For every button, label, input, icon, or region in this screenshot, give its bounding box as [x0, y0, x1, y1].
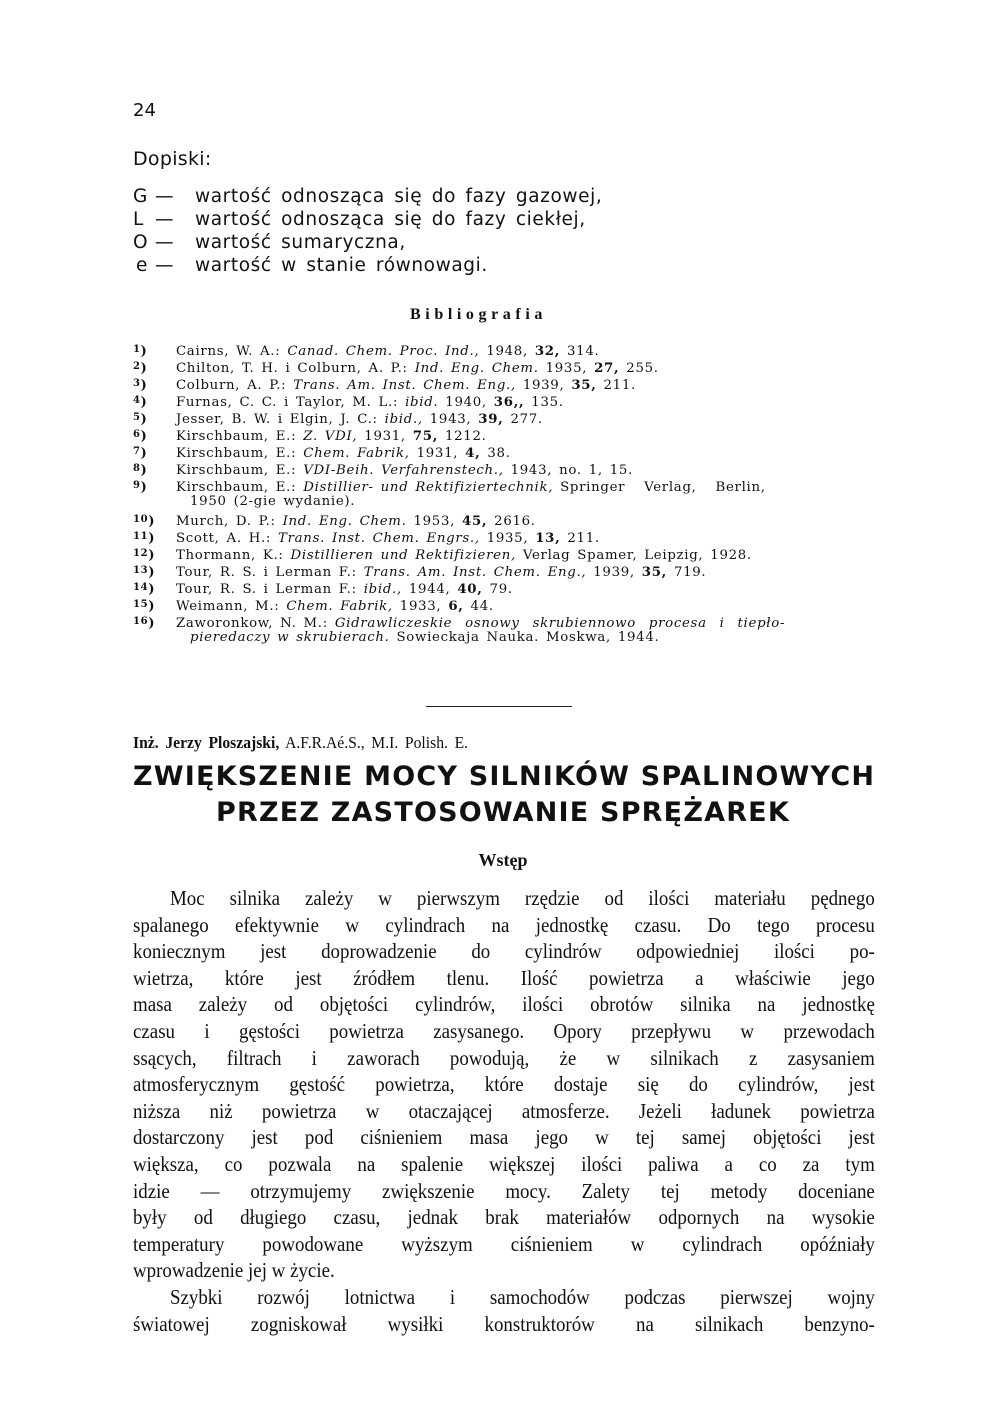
entry-source: ibid.: [405, 395, 439, 410]
entry-number: 9): [133, 480, 148, 495]
note-item: [133, 255, 488, 276]
entry-page: 1212.: [444, 429, 487, 444]
entry-page: 79.: [489, 582, 513, 597]
entry-author: Kirschbaum, E.:: [175, 429, 297, 444]
entry-page: 277.: [510, 412, 543, 427]
entry-number: 14): [133, 582, 156, 597]
body-line: niższa niż powietrza w otaczającej atmosferze. Jeżeli ładunek powietrza: [133, 1098, 875, 1123]
body-line: Szybki rozwój lotnictwa i samochodów podczas pierwszej wojny: [169, 1284, 875, 1309]
entry-publisher: Springer Verlag, Berlin,: [560, 480, 766, 495]
entry-volume: 6,: [448, 599, 464, 614]
entry-source: Distillier- und Rektifiziertechnik,: [303, 480, 554, 495]
entry-source: Ind. Eng. Chem.: [414, 361, 539, 376]
page-number: 24: [133, 100, 156, 121]
entry-author: Kirschbaum, E.:: [175, 463, 297, 478]
entry-page: 211.: [603, 378, 636, 393]
entry-number: 1): [133, 344, 148, 359]
entry-source: VDI-Beih. Verfahrenstech.,: [303, 463, 504, 478]
notes-title: Dopiski:: [133, 148, 212, 170]
entry-number: 6): [133, 429, 148, 444]
body-line: wprowadzenie jej w życie.: [133, 1258, 335, 1283]
body-line: masa zależy od objętości cylindrów, ilości obrotów silnika na jednostkę: [133, 992, 875, 1017]
body-line: wietrza, które jest źródłem tlenu. Ilość powietrza a właściwie jego: [133, 965, 875, 990]
article-title-line-1: ZWIĘKSZENIE MOCY SILNIKÓW SPALINOWYCH: [133, 761, 876, 792]
entry-volume: 45,: [462, 514, 488, 529]
note-symbol: e: [136, 255, 148, 276]
entry-author: Chilton, T. H. i Colburn, A. P.:: [175, 361, 408, 376]
note-symbol: L: [133, 209, 144, 230]
entry-year: 1943,: [429, 412, 472, 427]
body-line: czasu i gęstości powietrza zasysanego. Opory przepływu w przewodach: [133, 1018, 875, 1043]
note-symbol: G: [133, 186, 148, 207]
entry-volume: 27,: [594, 361, 620, 376]
entry-author: Tour, R. S. i Lerman F.:: [175, 565, 357, 580]
entry-source: Distillieren und Rektifizieren,: [290, 548, 516, 563]
entry-source: Ind. Eng. Chem.: [282, 514, 407, 529]
entry-year: 1939,: [522, 378, 565, 393]
entry-number: 8): [133, 463, 148, 478]
entry-volume: 35,: [571, 378, 597, 393]
note-text: wartość w stanie równowagi.: [195, 255, 488, 276]
entry-number: 16): [133, 616, 156, 631]
note-text: wartość odnosząca się do fazy gazowej,: [195, 186, 603, 207]
entry-author: Scott, A. H.:: [175, 531, 272, 546]
note-item: [133, 209, 586, 230]
entry-source: Chem. Fabrik,: [286, 599, 393, 614]
entry-author: Jesser, B. W. i Elgin, J. C.:: [175, 412, 378, 427]
body-line: temperatury powodowane wyższym ciśnieniem w cylindrach opóźniały: [133, 1231, 875, 1256]
entry-number: 5): [133, 412, 148, 427]
entry-volume: 39,: [478, 412, 504, 427]
entry-number: 13): [133, 565, 156, 580]
body-line: Moc silnika zależy w pierwszym rzędzie od ilości materiału pędnego: [169, 886, 875, 910]
entry-author: Colburn, A. P.:: [175, 378, 287, 393]
body-line: atmosferycznym gęstość powietrza, które dostaje się do cylindrów, jest: [133, 1072, 875, 1097]
note-dash: —: [155, 232, 175, 253]
entry-page: 314.: [567, 344, 600, 359]
body-line: większa, co pozwala na spalenie większej ilości paliwa a co za tym: [133, 1151, 875, 1176]
entry-volume: 40,: [457, 582, 483, 597]
note-item: [133, 232, 406, 253]
entry-year: 1933,: [399, 599, 442, 614]
note-symbol: O: [133, 232, 149, 253]
entry-number: 4): [133, 395, 148, 410]
entry-author: Murch, D. P.:: [175, 514, 276, 529]
body-line: światowej zogniskował wysiłki konstruktorów na silnikach benzyno-: [133, 1311, 875, 1336]
entry-source: Chem. Fabrik,: [303, 446, 410, 461]
entry-number: 12): [133, 548, 156, 563]
entry-year: 1939,: [593, 565, 635, 580]
bibliography-entry-continuation: pieredaczy w skrubierach. Sowieckaja Nauka. Moskwa, 1944.: [190, 630, 660, 645]
body-line: ssących, filtrach i zaworach powodują, że w silnikach z zasysaniem: [133, 1045, 875, 1070]
entry-number: 3): [133, 378, 148, 393]
entry-number: 2): [133, 361, 148, 376]
body-line: idzie — otrzymujemy zwiększenie mocy. Zalety tej metody doceniane: [133, 1178, 875, 1203]
entry-source: Trans. Am. Inst. Chem. Eng.,: [363, 565, 587, 580]
entry-year: 1935,: [486, 531, 529, 546]
entry-year: 1928.: [710, 548, 752, 563]
entry-volume: 36,,: [493, 395, 525, 410]
entry-year: 1935,: [545, 361, 588, 376]
entry-source: Trans. Inst. Chem. Engrs.,: [278, 531, 480, 546]
entry-page: 255.: [626, 361, 659, 376]
entry-year: 1948,: [486, 344, 528, 359]
article-title-line-2: PRZEZ ZASTOSOWANIE SPRĘŻAREK: [216, 797, 790, 828]
entry-author: Furnas, C. C. i Taylor, M. L.:: [175, 395, 399, 410]
body-line: były od długiego czasu, jednak brak materiałów odpornych na wysokie: [133, 1205, 875, 1230]
body-line: koniecznym jest doprowadzenie do cylindrów odpowiedniej ilości po-: [133, 939, 875, 964]
entry-year: 1953,: [413, 514, 456, 529]
entry-number: 11): [133, 531, 156, 546]
entry-author: Kirschbaum, E.:: [175, 480, 297, 495]
entry-year: 1940,: [445, 395, 487, 410]
entry-author: Tour, R. S. i Lerman F.:: [175, 582, 357, 597]
entry-number: 15): [133, 599, 156, 614]
entry-page: 135.: [531, 395, 564, 410]
bibliography-title: Bibliografia: [410, 306, 547, 323]
note-dash: —: [155, 209, 175, 230]
entry-page: 38.: [487, 446, 511, 461]
entry-source: ibid.,: [363, 582, 402, 597]
entry-page: 719.: [673, 565, 707, 580]
section-divider: [426, 706, 572, 707]
entry-publisher: Verlag Spamer, Leipzig,: [522, 548, 704, 563]
entry-author: Cairns, W. A.:: [175, 344, 281, 359]
entry-author: Weimann, M.:: [175, 599, 280, 614]
entry-volume: 75,: [412, 429, 439, 444]
note-dash: —: [155, 186, 175, 207]
entry-volume: 4,: [465, 446, 481, 461]
note-item: [133, 186, 602, 207]
entry-author: Zaworonkow, N. M.:: [175, 616, 328, 631]
entry-number: 10): [133, 514, 156, 529]
note-dash: —: [155, 255, 175, 276]
entry-volume: 35,: [641, 565, 668, 580]
entry-source: Gidrawliczeskie osnowy skrubiennowo procesa i tiepło-: [334, 616, 786, 631]
entry-year: 1931,: [364, 429, 406, 444]
entry-page: 44.: [470, 599, 494, 614]
body-line: dostarczony jest pod ciśnieniem masa jego w tej samej objętości jest: [133, 1125, 875, 1150]
article-body: [133, 885, 875, 1337]
entry-year: 1931,: [416, 446, 459, 461]
entry-page: 211.: [567, 531, 600, 546]
section-heading: Wstęp: [478, 850, 528, 870]
entry-source: ibid.,: [384, 412, 423, 427]
entry-page: 2616.: [494, 514, 536, 529]
entry-year: 1943,: [510, 463, 553, 478]
entry-source: Z. VDI,: [303, 429, 358, 444]
entry-year: 1944,: [408, 582, 451, 597]
entry-source: Trans. Am. Inst. Chem. Eng.,: [293, 378, 516, 393]
note-text: wartość odnosząca się do fazy ciekłej,: [195, 209, 586, 230]
bibliography-entry-continuation: 1950 (2-gie wydanie).: [190, 494, 356, 509]
body-line: spalanego efektywnie w cylindrach na jednostkę czasu. Do tego procesu: [133, 912, 875, 937]
entry-volume: 32,: [534, 344, 561, 359]
note-text: wartość sumaryczna,: [195, 232, 406, 253]
entry-page: no. 1, 15.: [559, 463, 633, 478]
entry-author: Thormann, K.:: [175, 548, 284, 563]
entry-author: Kirschbaum, E.:: [175, 446, 297, 461]
article-author: Inż. Jerzy Ploszajski, A.F.R.Aé.S., M.I. Polish. E.: [133, 733, 469, 752]
entry-volume: 13,: [535, 531, 561, 546]
entry-source: Canad. Chem. Proc. Ind.,: [287, 344, 480, 359]
entry-number: 7): [133, 446, 148, 461]
